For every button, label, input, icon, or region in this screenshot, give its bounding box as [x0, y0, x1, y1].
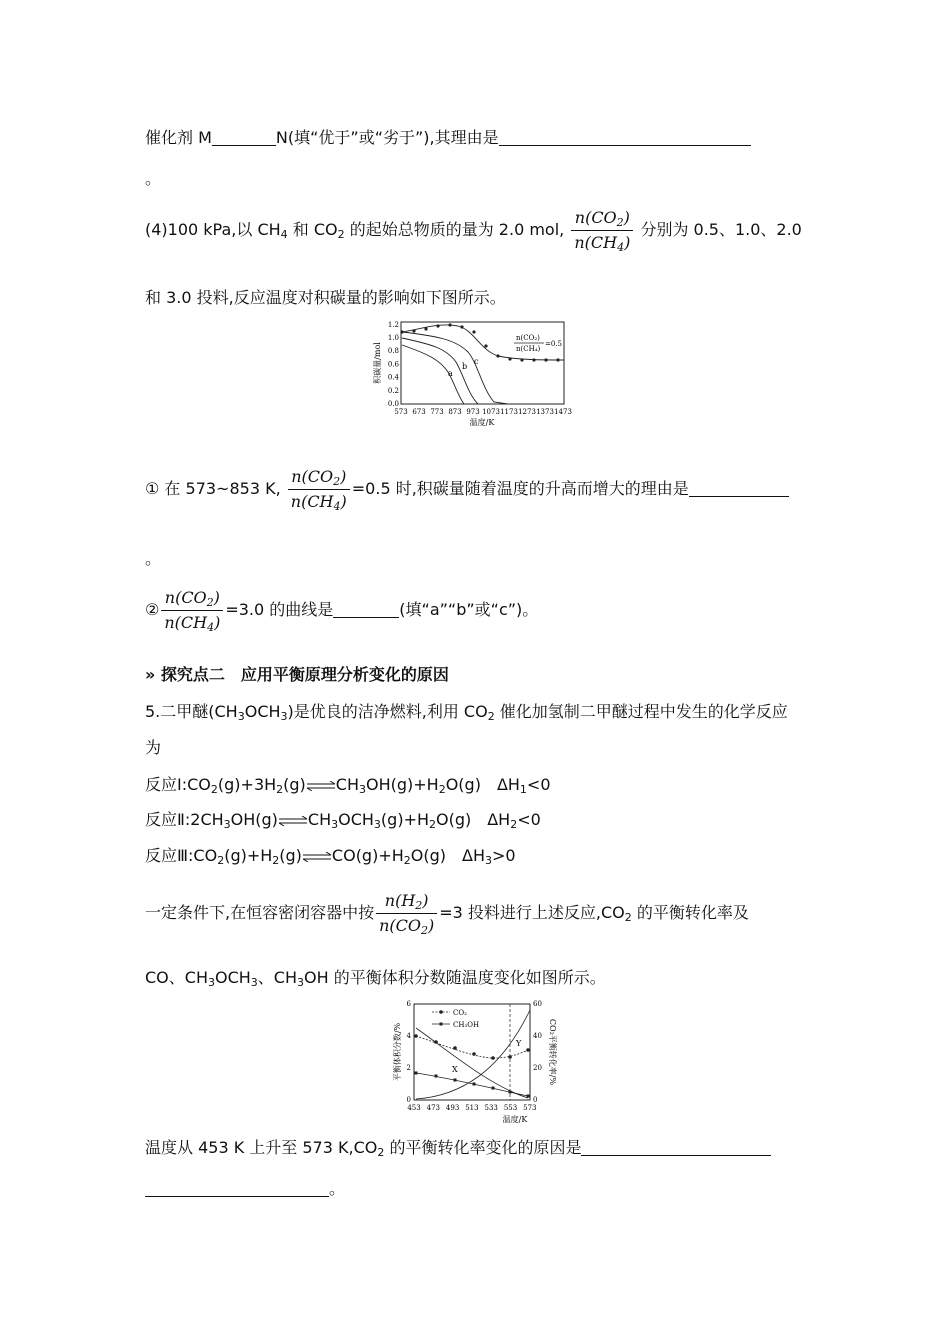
x-tick: 1273: [518, 408, 536, 416]
x-tick: 493: [445, 1104, 460, 1112]
y-left-tick: 6: [406, 1000, 411, 1008]
y-right-tick: 20: [533, 1064, 542, 1072]
marker: [484, 344, 487, 347]
marker: [436, 324, 439, 327]
legend-den: n(CH₄): [516, 345, 541, 353]
curve-label-x: X: [452, 1065, 458, 1074]
x-tick: 513: [465, 1104, 479, 1112]
x-tick: 673: [412, 408, 426, 416]
q5-line1: 5.二甲醚$(CH_3OCH_3)$是优良的洁净燃料,利用 $CO_2$ 催化加氢制二甲醚过程中发生的化学反应: [145, 702, 788, 723]
reaction-1: 反应$Ⅰ:CO_2(g)+3H_2(g)$ $CH_3OH(g)+H_2O(g)$ $\Delta H_1<0$: [145, 775, 551, 796]
y-left-tick: 0: [406, 1096, 411, 1104]
y-left-tick: 4: [406, 1032, 411, 1040]
marker: [472, 330, 475, 333]
marker: [414, 1034, 418, 1038]
y-tick: 0.2: [387, 386, 399, 395]
q4-text: 和 CO: [287, 220, 338, 239]
x-tick: 453: [407, 1104, 421, 1112]
x-tick: 1473: [554, 408, 572, 416]
subscript: 4: [280, 228, 288, 241]
subscript: 2: [337, 228, 345, 241]
equilibrium-arrow-icon: [278, 816, 308, 826]
marker: [544, 358, 547, 361]
marker: [508, 1055, 512, 1059]
section-header: [145, 664, 449, 686]
marker: [532, 358, 535, 361]
answer-blank[interactable]: [581, 1139, 771, 1156]
y-tick: 0.8: [387, 347, 399, 356]
ratio-fraction: $\frac{n(CO_2)}{n(CH_4)}$: [161, 588, 223, 633]
y-tick: 1.0: [387, 334, 399, 342]
marker: [435, 1075, 438, 1078]
y-tick: 0.4: [387, 373, 399, 382]
x-tick: 573: [394, 408, 408, 416]
y-left-tick: 2: [406, 1064, 411, 1072]
curve-label-a: a: [448, 369, 453, 378]
y-left-ticks: [407, 1000, 412, 1104]
x-tick-labels: [394, 408, 572, 416]
q3-prefix: 催化剂 M: [145, 128, 212, 147]
equilibrium-arrow-icon: [302, 852, 332, 862]
reaction-3: 反应$Ⅲ:CO_2(g)+H_2(g)$ $CO(g)+H_2O(g)$ $\Delta H_3>0$: [145, 846, 516, 867]
sub1-text: =0.5 时,积碳量随着温度的升高而增大的理由是: [351, 479, 689, 498]
equilibrium-chart: [380, 996, 560, 1126]
y-left-label: 平衡体积分数/%: [393, 1022, 402, 1082]
curve-label-c: c: [474, 357, 479, 366]
q5-line2: 为: [145, 738, 162, 757]
circle-number: ②: [145, 600, 160, 619]
x-tick: 1173: [500, 408, 518, 416]
x-tick: 533: [484, 1104, 498, 1112]
equilibrium-arrow-icon: [306, 781, 336, 791]
answer-blank[interactable]: [145, 1180, 329, 1197]
marker: [448, 323, 451, 326]
q5-question: 温度从 453 K 上升至 573 $K,CO_2$ 的平衡转化率变化的原因是: [145, 1137, 771, 1159]
legend-num: n(CO₂): [516, 334, 540, 342]
marker: [556, 358, 559, 361]
sub1-line: [145, 467, 789, 512]
reaction-2: 反应$Ⅱ:2CH_3OH(g)$ $CH_3OCH_3(g)+H_2O(g)$ $\Delta H_2<0$: [145, 810, 541, 831]
y-right-tick: 60: [533, 1000, 542, 1008]
marker: [526, 1048, 530, 1052]
marker: [508, 357, 511, 360]
y-right-tick: 0: [533, 1096, 538, 1104]
curve-a: [402, 345, 464, 404]
marker: [400, 330, 403, 333]
legend-ch3oh: CH₃OH: [453, 1021, 480, 1029]
curve-x: [416, 1028, 528, 1098]
answer-blank[interactable]: [333, 601, 399, 618]
marker: [472, 1052, 476, 1056]
answer-blank[interactable]: [689, 480, 789, 497]
x-axis-label: 温度/K: [502, 1115, 528, 1124]
q3-end: 。: [145, 169, 162, 188]
q5-question-line2: 。: [145, 1178, 345, 1200]
marker: [492, 1087, 495, 1090]
y-tick: 0.6: [387, 360, 399, 369]
y-right-label: CO₂平衡转化率/%: [548, 1018, 557, 1086]
y-axis-label: 积碳量/mol: [373, 342, 382, 384]
curve-markers: [400, 323, 559, 361]
q5-condition: 一定条件下,在恒容密闭容器中按 $\frac{n(H_2)}{n(CO_2)}$ =3 投料进行上述反应$,CO_2$ 的平衡转化率及: [145, 891, 749, 937]
marker: [454, 1079, 457, 1082]
marker: [491, 1056, 495, 1060]
ratio-fraction: $\frac{n(CO_2)}{n(CH_4)}$: [571, 208, 633, 253]
q3-mid: N(填“优于”或“劣于”),其理由是: [275, 128, 499, 147]
y-tick: 0.0: [387, 400, 399, 408]
curve-label-y: Y: [516, 1039, 522, 1048]
legend-co2: CO₂: [453, 1009, 467, 1017]
marker: [415, 1072, 418, 1075]
q4-line2: 和 3.0 投料,反应温度对积碳量的影响如下图所示。: [145, 288, 506, 307]
legend-value: =0.5: [545, 340, 562, 348]
q4-text: 分别为 0.5、1.0、2.0: [640, 220, 802, 239]
y-right-ticks: [533, 1000, 542, 1104]
sub2-text: (填“a”“b”或“c”)。: [399, 600, 539, 619]
x-tick: 773: [430, 408, 444, 416]
marker: [509, 1091, 512, 1094]
q5-species-line: CO、$CH_3OCH_3$、$CH_3OH$ 的平衡体积分数随温度变化如图所示。: [145, 968, 606, 989]
marker: [412, 329, 415, 332]
sub1-end: 。: [145, 549, 162, 568]
ratio-fraction: $\frac{n(H_2)}{n(CO_2)}$: [376, 891, 437, 936]
q4-line: [145, 208, 802, 253]
sub2-text: =3.0 的曲线是: [225, 600, 334, 619]
x-axis-label: 温度/K: [469, 418, 495, 427]
q3-line: [145, 127, 751, 149]
answer-blank[interactable]: [499, 129, 751, 146]
carbon-deposition-chart: [368, 318, 580, 428]
x-ticks: [407, 1104, 536, 1112]
curve-label-b: b: [462, 362, 468, 371]
marker: [473, 1083, 476, 1086]
curve-c: [402, 332, 508, 404]
x-tick: 553: [503, 1104, 518, 1112]
marker: [453, 1046, 457, 1050]
sub1-text: 在 573~853 K,: [159, 479, 281, 498]
marker: [434, 1040, 438, 1044]
curve-b: [402, 338, 478, 404]
marker: [527, 1095, 530, 1098]
marker: [496, 354, 499, 357]
marker: [460, 325, 463, 328]
x-tick: 873: [448, 408, 462, 416]
curve-co2-conversion: [416, 1036, 528, 1058]
x-tick: 1373: [536, 408, 554, 416]
y-tick: 1.2: [387, 320, 399, 329]
answer-blank[interactable]: [212, 129, 276, 146]
section-title: 探究点二 应用平衡原理分析变化的原因: [160, 665, 449, 684]
marker: [424, 327, 427, 330]
section-marker-icon: »: [145, 665, 156, 684]
circle-number: ①: [145, 479, 160, 498]
x-tick: 473: [426, 1104, 440, 1112]
y-tick-labels: [388, 321, 400, 408]
sub2-line: [145, 588, 538, 633]
y-right-tick: 40: [533, 1032, 542, 1040]
x-tick: 1073: [482, 408, 500, 416]
x-tick: 973: [466, 408, 480, 416]
q4-label: (4)100 kPa,以 CH: [145, 220, 281, 239]
marker: [520, 358, 523, 361]
curve-markers: [414, 1034, 530, 1097]
q4-text: 的起始总物质的量为 2.0 mol,: [344, 220, 565, 239]
ratio-fraction: $\frac{n(CO_2)}{n(CH_4)}$: [288, 467, 350, 512]
x-tick: 573: [523, 1104, 537, 1112]
